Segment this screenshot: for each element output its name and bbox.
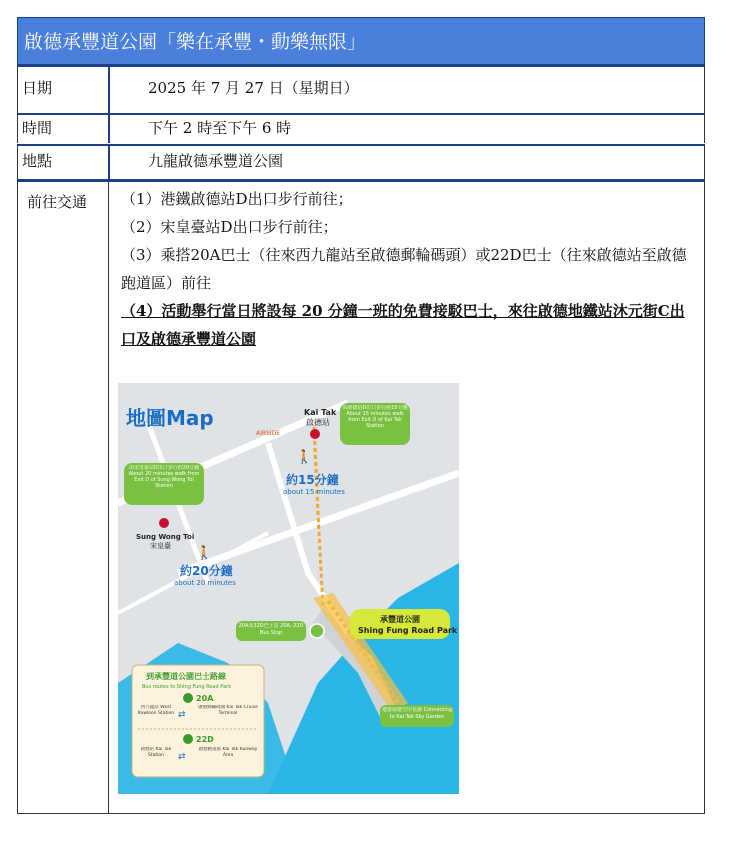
- route-arrow-icon: ⇄: [178, 710, 186, 720]
- shuttle-note: （4）活動舉行當日將設每 20 分鐘一班的免費接駁巴士，來往啟德地鐵站沐元街C出口及啟德承豐道公園: [121, 302, 685, 348]
- walk-icon: 🚶: [296, 450, 313, 465]
- table-bottom: [17, 813, 705, 814]
- skygarden-text: 連接啟德空中花園 Connecting to Kai Tak Sky Garden: [382, 707, 452, 720]
- time-value: 下午 2 時至下午 6 時: [148, 119, 292, 137]
- route-1-from: 西九龍站 West Kowloon Station: [137, 705, 175, 716]
- park-label-en: Shing Fung Road Park: [358, 626, 458, 635]
- bus-stop-text: 20A及22D巴士站 20A, 22D Bus Stop: [238, 623, 304, 636]
- walk-icon: 🚶: [196, 546, 213, 561]
- kaitak-label-en: Kai Tak: [304, 408, 337, 417]
- transport-line-1: （1）港鐵啟德站D出口步行前往；: [121, 190, 353, 208]
- route-1-to: 啟德郵輪碼頭 Kai Tak Cruise Terminal: [198, 705, 258, 716]
- walk20-zh: 約20分鐘: [180, 564, 233, 578]
- bus-icon: [183, 734, 193, 744]
- map-title: 地圖Map: [126, 406, 214, 430]
- date-label: 日期: [22, 79, 53, 97]
- routes-title-zh: 到承豐道公園巴士路線: [146, 672, 226, 681]
- transport-line-3: （3）乘搭20A巴士（往來西九龍站至啟德郵輪碼頭）或22D巴士（往來啟德站至啟德跑道區）前往: [121, 246, 687, 292]
- kaitak-callout-text: 由啟德站D出口步行約15分鐘 About 15 minutes walk from Exit D of Kai Tak Station: [342, 405, 408, 429]
- map-graphic: [118, 383, 459, 794]
- venue-row: [17, 144, 705, 179]
- date-value: 2025 年 7 月 27 日（星期日）: [148, 79, 359, 97]
- transport-details: [121, 185, 695, 353]
- route-2-from: 啟德站 Kai Tak Station: [140, 747, 172, 758]
- route-1-number: 20A: [196, 694, 214, 703]
- date-row: [17, 65, 705, 115]
- mtr-icon: [159, 518, 169, 528]
- walk15-en: about 15 minutes: [283, 488, 345, 496]
- transport-label: 前往交通: [27, 193, 88, 211]
- airside-label: AIRSIDE: [256, 430, 281, 437]
- routes-title-en: Bus routes to Shing Fung Road Park: [142, 684, 232, 690]
- swt-label-en: Sung Wong Toi: [136, 533, 195, 541]
- swt-label-zh: 宋皇臺: [150, 542, 171, 550]
- route-arrow-icon: ⇄: [178, 752, 186, 762]
- route-2-number: 22D: [196, 735, 214, 744]
- bus-icon: [183, 693, 193, 703]
- table-header: 啟德承豐道公園「樂在承豐・動樂無限」: [17, 17, 705, 65]
- kaitak-label-zh: 啟德站: [306, 418, 330, 427]
- transport-line-2: （2）宋皇臺站D出口步行前往；: [121, 218, 338, 236]
- route-2-to: 啟德跑道區 Kai Tak Runway Area: [198, 747, 258, 758]
- venue-value: 九龍啟德承豐道公園: [148, 152, 284, 170]
- walk15-zh: 約15分鐘: [286, 473, 339, 487]
- time-label: 時間: [22, 119, 53, 137]
- mtr-icon: [310, 429, 320, 439]
- column-divider: [108, 182, 109, 814]
- location-map: [118, 383, 459, 794]
- swt-callout-text: 由宋皇臺站D出口步行約20分鐘 About 20 minutes walk from Exit D of Sung Wong Toi Station: [128, 465, 200, 489]
- venue-label: 地點: [22, 152, 53, 170]
- walk20-en: about 20 minutes: [174, 579, 236, 587]
- time-row: [17, 113, 705, 143]
- park-label-zh: 承豐道公園: [380, 615, 420, 624]
- bus-icon: [310, 624, 324, 638]
